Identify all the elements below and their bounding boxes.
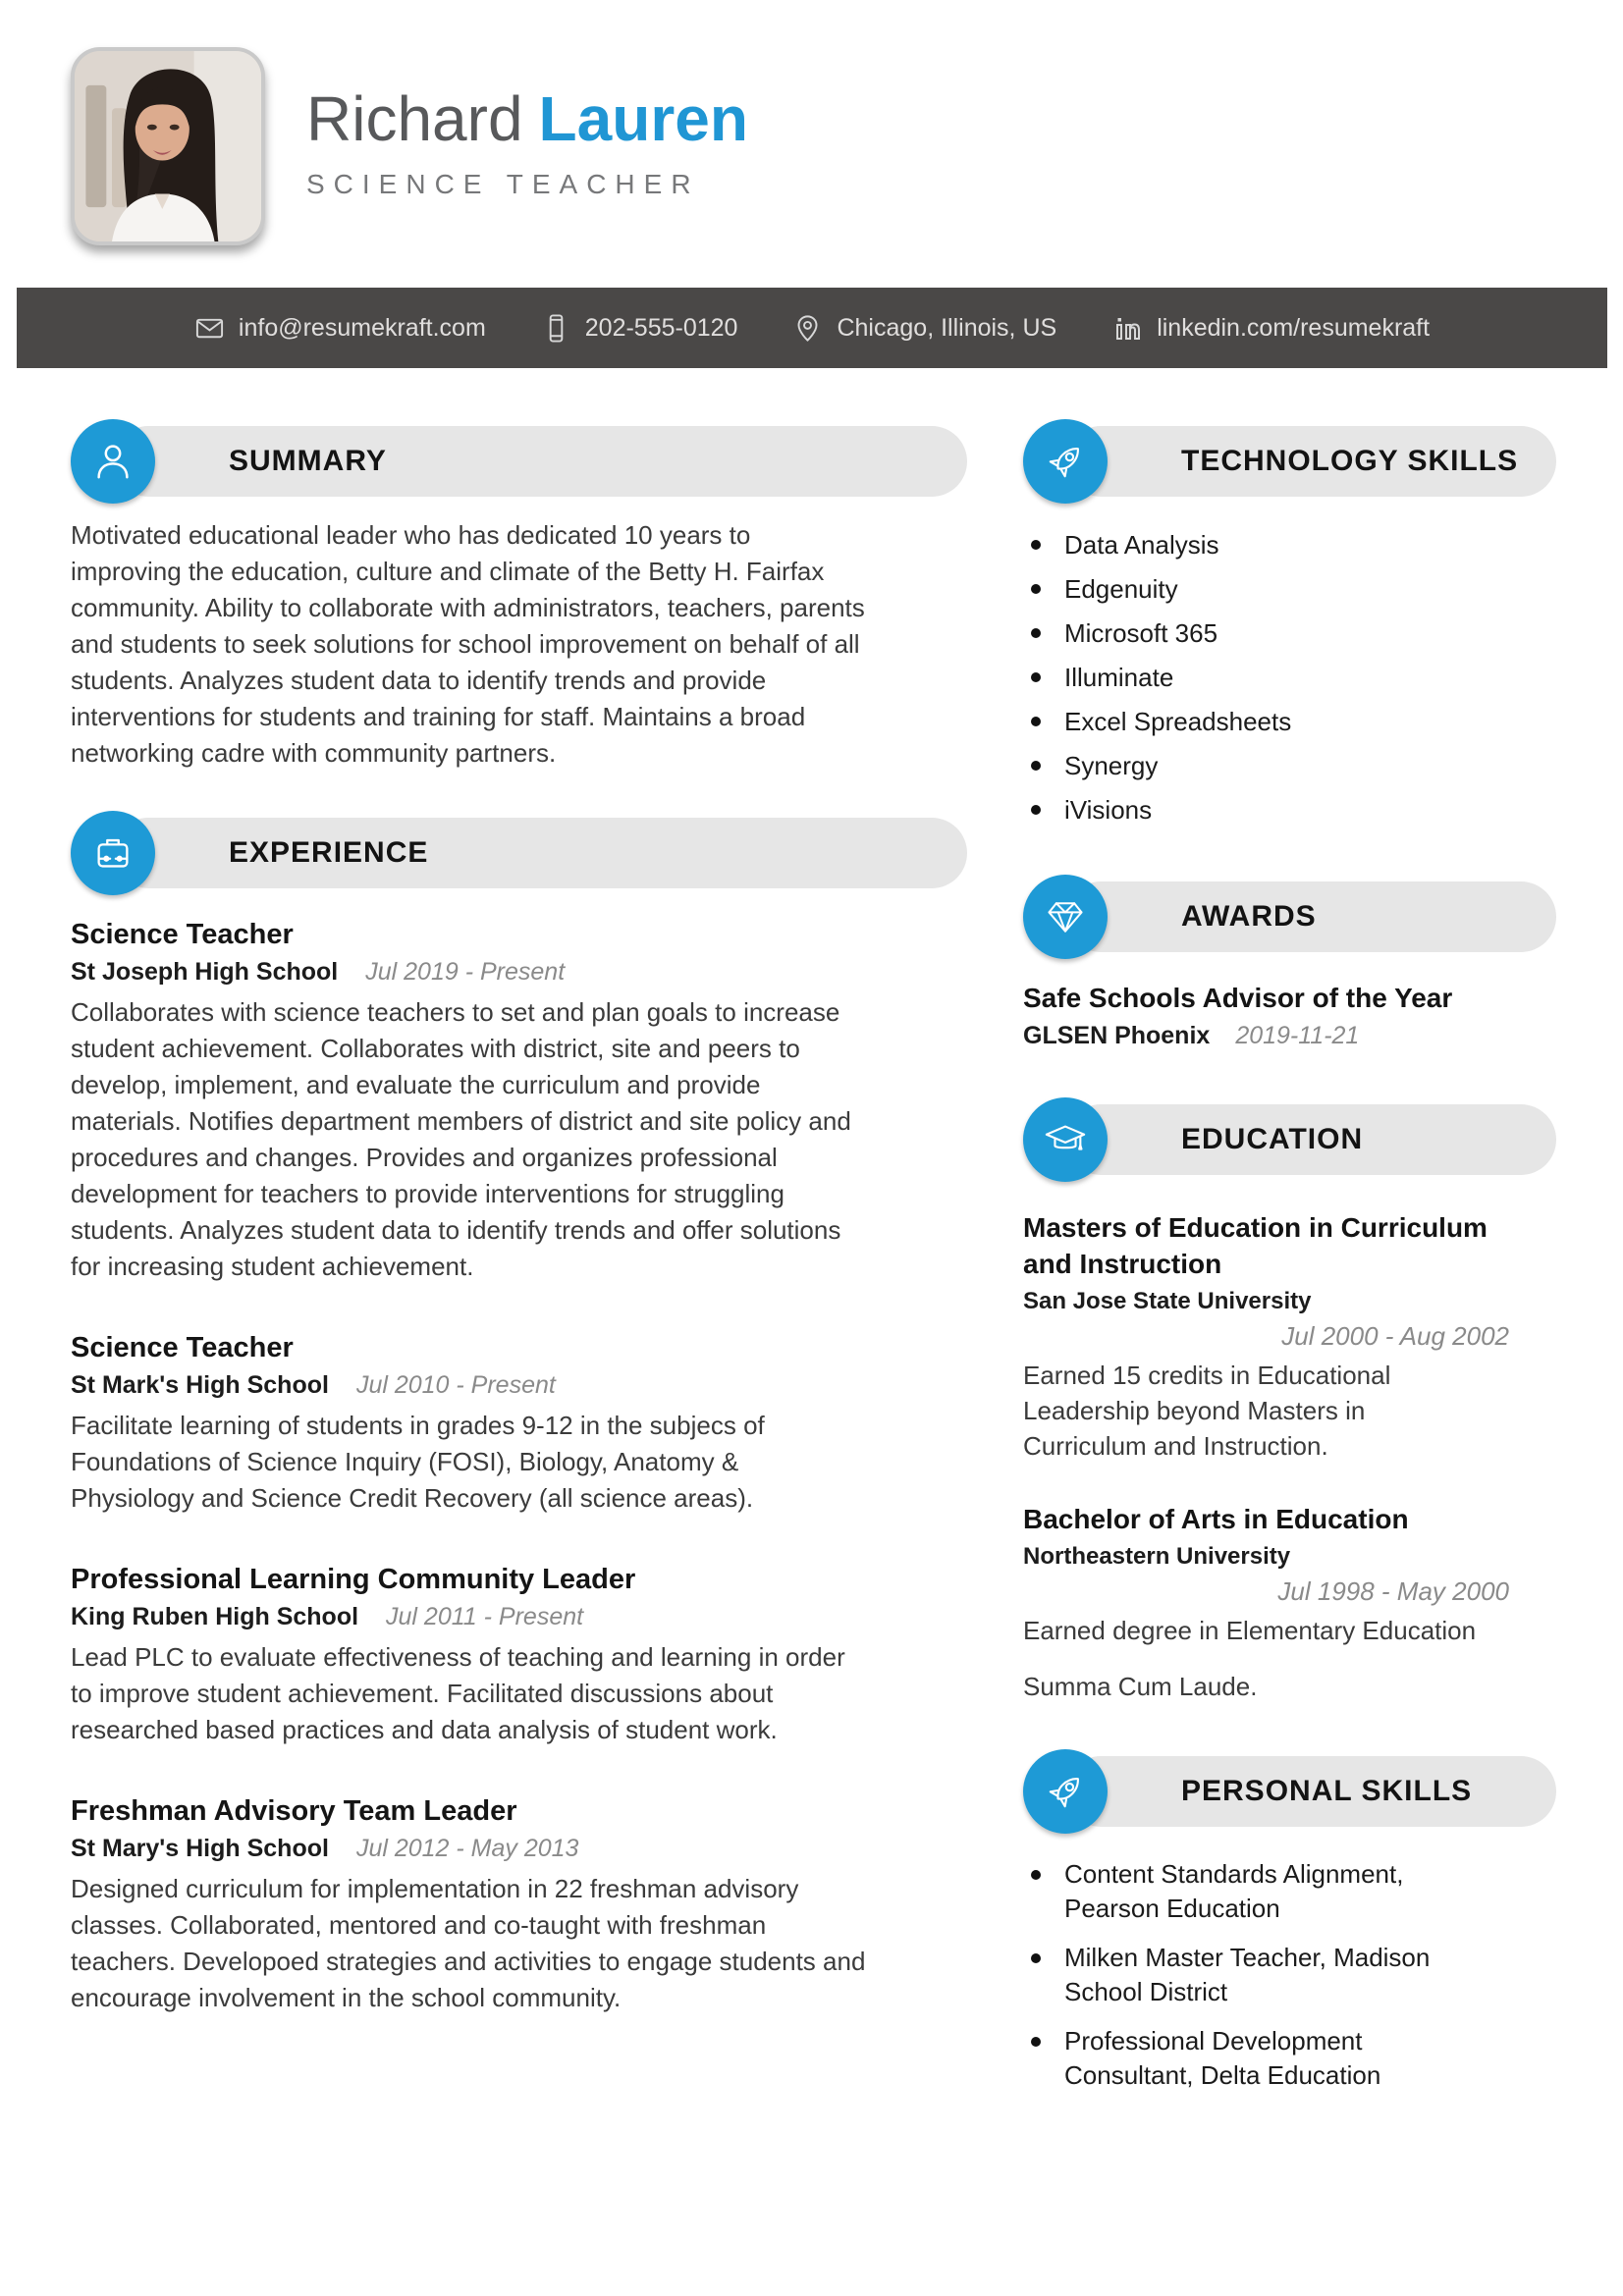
awards-section [1023, 875, 1556, 1050]
contact-phone-text: 202-555-0120 [584, 313, 738, 342]
education-description: Earned 15 credits in Educational Leadership beyond Masters in Curriculum and Instruction. [1023, 1361, 1391, 1461]
degree-name: Bachelor of Arts in Education [1023, 1504, 1409, 1534]
skill-item: Illuminate [1023, 660, 1556, 695]
profile-photo-illustration [75, 51, 261, 241]
award-name: Safe Schools Advisor of the Year [1023, 983, 1453, 1013]
skill-item: Content Standards Alignment, Pearson Education [1023, 1857, 1492, 1926]
job-company: King Ruben High School [71, 1603, 359, 1630]
contact-bar [17, 288, 1607, 368]
education-dates: Jul 1998 - May 2000 [1277, 1576, 1509, 1606]
diamond-icon [1023, 875, 1108, 959]
job-entry-2 [71, 1330, 967, 1517]
skill-item: Professional Development Consultant, Delta Education [1023, 2024, 1492, 2093]
skill-item: Milken Master Teacher, Madison School District [1023, 1941, 1492, 2009]
contact-email[interactable] [194, 313, 486, 344]
award-org: GLSEN Phoenix [1023, 1022, 1211, 1049]
education-dates: Jul 2000 - Aug 2002 [1281, 1321, 1509, 1351]
degree-name: Masters of Education in Curriculum and Instruction [1023, 1212, 1488, 1279]
job-description: Lead PLC to evaluate effectiveness of teaching and learning in order to improve student achievement. Facilitated discussions about researched based practices and data analysis of student work. [71, 1642, 845, 1744]
personal-skills-header [1023, 1749, 1556, 1834]
job-role: Science Teacher [71, 919, 294, 950]
technology-skills-list [1023, 527, 1556, 828]
technology-skills-title: TECHNOLOGY SKILLS [1065, 426, 1556, 497]
experience-title: EXPERIENCE [113, 818, 967, 888]
education-entry-2 [1023, 1501, 1556, 1702]
personal-skills-list [1023, 1857, 1556, 2093]
summary-title: SUMMARY [113, 426, 967, 497]
job-dates: Jul 2010 - Present [355, 1371, 556, 1399]
job-entry-1 [71, 917, 967, 1285]
envelope-icon [194, 313, 225, 344]
summary-section [71, 419, 967, 772]
contact-linkedin-text: linkedin.com/resumekraft [1157, 313, 1431, 342]
location-pin-icon [792, 313, 823, 344]
job-dates: Jul 2019 - Present [365, 958, 566, 986]
mobile-phone-icon [541, 313, 571, 344]
education-header [1023, 1097, 1556, 1182]
experience-section-header [71, 811, 967, 895]
awards-header [1023, 875, 1556, 959]
personal-skills-section [1023, 1749, 1556, 2093]
job-entry-3 [71, 1562, 967, 1748]
last-name: Lauren [538, 83, 748, 154]
person-name [306, 83, 748, 154]
job-company: St Mark's High School [71, 1371, 329, 1399]
school-name: Northeastern University [1023, 1543, 1291, 1570]
skill-item: iVisions [1023, 792, 1556, 828]
left-column [71, 419, 967, 2061]
education-section [1023, 1097, 1556, 1702]
rocket-icon [1023, 419, 1108, 504]
person-icon [71, 419, 155, 504]
summary-body: Motivated educational leader who has dedicated 10 years to improving the education, culture and climate of the Betty H. Fairfax community. Ability to collaborate with administrators, teachers, parents and students to seek solutions for school improvement on behalf of all students. Analyzes student data to identify trends and provide interventions for students and training for staff. Maintains a broad networking cadre with community partners. [71, 520, 865, 768]
technology-skills-header [1023, 419, 1556, 504]
job-entry-4 [71, 1793, 967, 2016]
rocket-icon [1023, 1749, 1108, 1834]
graduation-cap-icon [1023, 1097, 1108, 1182]
personal-skills-title: PERSONAL SKILLS [1065, 1756, 1556, 1827]
awards-title: AWARDS [1065, 881, 1556, 952]
contact-linkedin[interactable] [1111, 312, 1430, 344]
award-entry [1023, 983, 1556, 1050]
contact-email-text: info@resumekraft.com [238, 313, 486, 342]
education-entry-1 [1023, 1209, 1556, 1464]
experience-section [71, 811, 967, 2016]
summary-section-header [71, 419, 967, 504]
job-company: St Joseph High School [71, 958, 339, 986]
skill-item: Data Analysis [1023, 527, 1556, 562]
award-date: 2019-11-21 [1235, 1022, 1360, 1049]
job-company: St Mary's High School [71, 1835, 329, 1862]
person-job-title: SCIENCE TEACHER [306, 169, 700, 199]
briefcase-icon [71, 811, 155, 895]
job-description: Designed curriculum for implementation in 22 freshman advisory classes. Collaborated, mentored and co-taught with freshman teachers. Developoed strategies and activities to engage students and encourage involvement in the school community. [71, 1874, 866, 2012]
job-dates: Jul 2012 - May 2013 [355, 1835, 579, 1862]
right-column [1023, 419, 1556, 2108]
skill-item: Microsoft 365 [1023, 615, 1556, 651]
school-name: San Jose State University [1023, 1288, 1312, 1314]
profile-photo [71, 47, 265, 245]
education-title: EDUCATION [1065, 1104, 1556, 1175]
job-description: Facilitate learning of students in grades 9-12 in the subjecs of Foundations of Science Inquiry (FOSI), Biology, Anatomy & Physiology and Science Credit Recovery (all science areas). [71, 1411, 765, 1513]
contact-phone[interactable] [541, 313, 738, 344]
job-dates: Jul 2011 - Present [386, 1603, 584, 1630]
technology-skills-section [1023, 419, 1556, 828]
job-role: Professional Learning Community Leader [71, 1564, 636, 1595]
first-name: Richard [306, 83, 523, 154]
skill-item: Excel Spreadsheets [1023, 704, 1556, 739]
job-description: Collaborates with science teachers to set and plan goals to increase student achievement. Collaborates with district, site and peers to develop, implement, and evaluate the curriculum and provide materials. Notifies department members of district and site policy and procedures and changes. Provides and organizes professional development for teachers to provide interventions for struggling students. Analyzes student data to identify trends and offer solutions for increasing student achievement. [71, 997, 851, 1281]
education-description: Earned degree in Elementary Education [1023, 1616, 1477, 1645]
linkedin-icon [1111, 312, 1143, 344]
contact-location-text: Chicago, Illinois, US [837, 313, 1057, 342]
job-role: Freshman Advisory Team Leader [71, 1795, 517, 1827]
skill-item: Edgenuity [1023, 571, 1556, 607]
contact-location [792, 313, 1056, 344]
skill-item: Synergy [1023, 748, 1556, 783]
job-role: Science Teacher [71, 1332, 294, 1363]
education-honors: Summa Cum Laude. [1023, 1672, 1258, 1701]
